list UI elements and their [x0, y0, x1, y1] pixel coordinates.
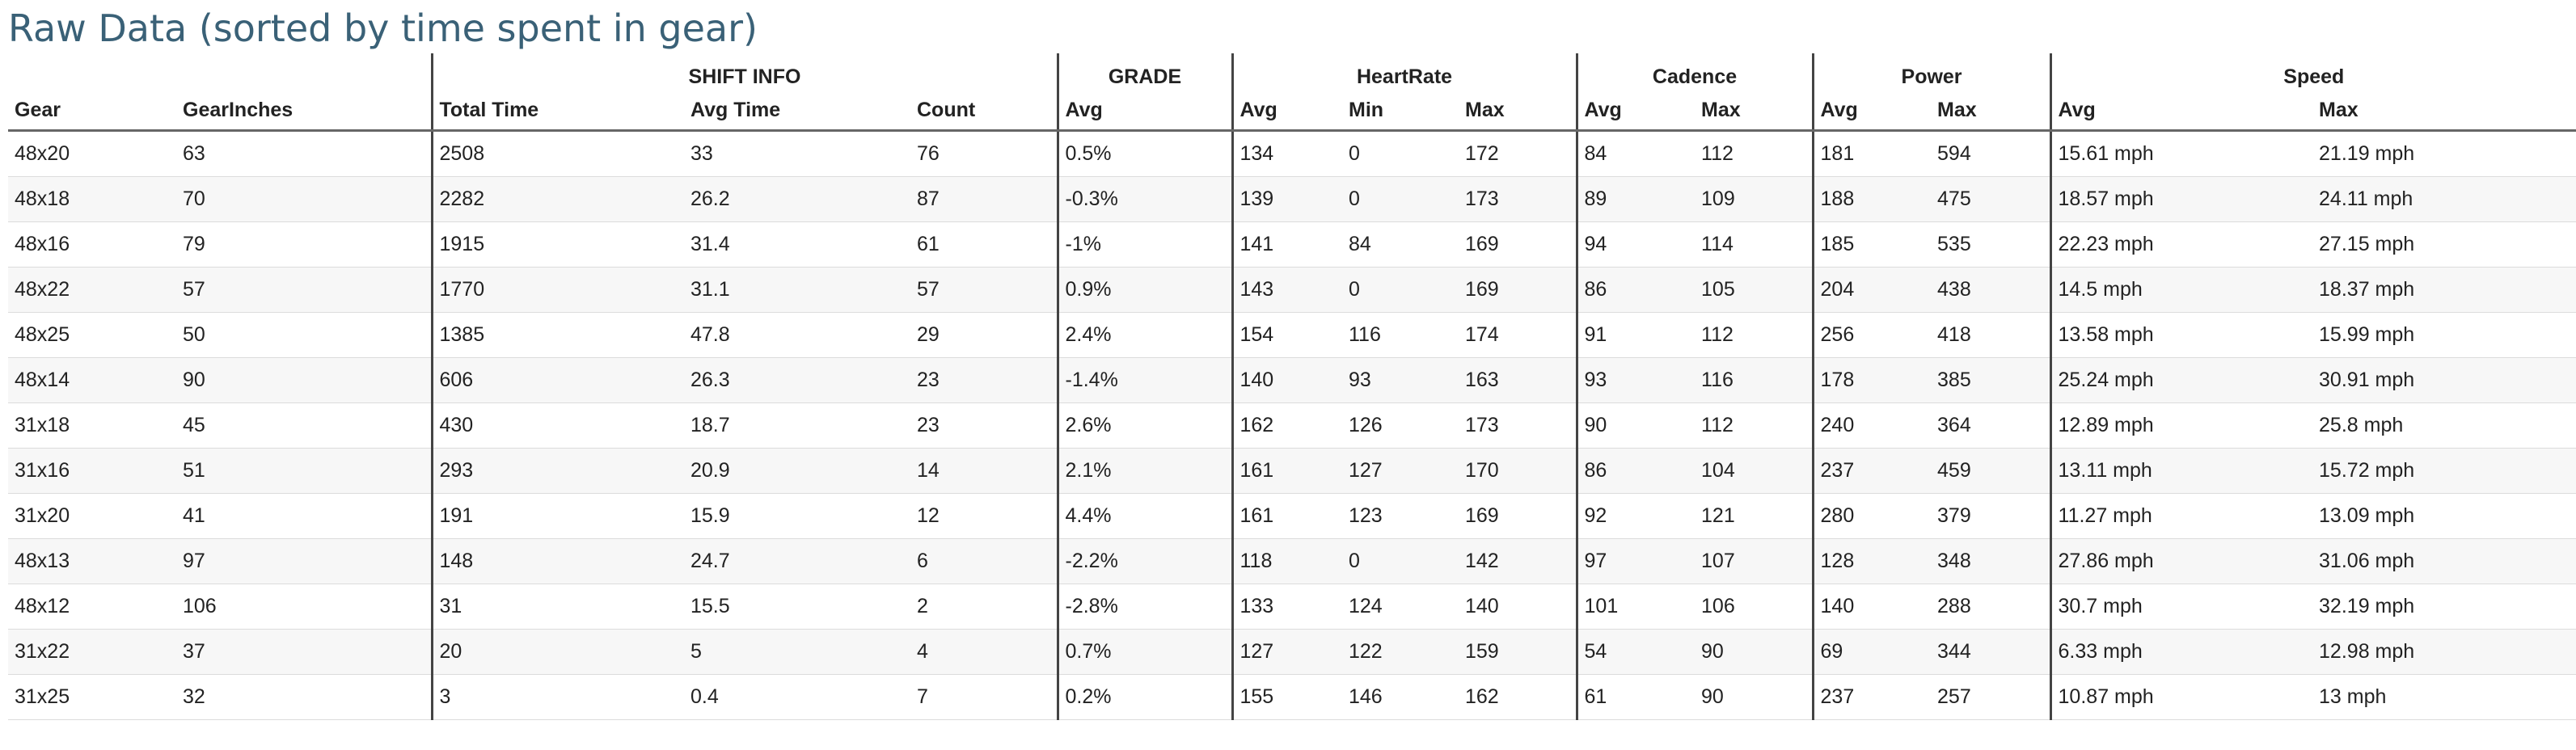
column-header-heartrate-min: Min	[1342, 91, 1459, 131]
page-title: Raw Data (sorted by time spent in gear)	[8, 6, 758, 50]
cell-cadence-max: 105	[1695, 268, 1813, 313]
group-header-cadence: Cadence	[1577, 53, 1813, 91]
cell-total-time: 1915	[432, 222, 684, 268]
cell-count: 76	[910, 131, 1058, 177]
cell-heartrate-max: 173	[1459, 177, 1577, 222]
cell-count: 4	[910, 630, 1058, 675]
raw-data-table	[8, 53, 2576, 720]
cell-grade-avg: -1%	[1058, 222, 1232, 268]
cell-grade-avg: 0.7%	[1058, 630, 1232, 675]
cell-total-time: 1770	[432, 268, 684, 313]
cell-heartrate-avg: 133	[1232, 584, 1342, 630]
cell-gear-inches: 57	[176, 268, 432, 313]
cell-heartrate-min: 122	[1342, 630, 1459, 675]
cell-gear: 31x18	[8, 403, 176, 449]
cell-cadence-max: 104	[1695, 449, 1813, 494]
cell-avg-time: 20.9	[684, 449, 910, 494]
table-row	[8, 313, 2576, 358]
cell-speed-avg: 12.89 mph	[2050, 403, 2312, 449]
cell-speed-avg: 25.24 mph	[2050, 358, 2312, 403]
cell-heartrate-max: 174	[1459, 313, 1577, 358]
table-row	[8, 358, 2576, 403]
cell-heartrate-max: 163	[1459, 358, 1577, 403]
cell-cadence-avg: 90	[1577, 403, 1695, 449]
cell-power-avg: 69	[1813, 630, 1931, 675]
cell-power-avg: 185	[1813, 222, 1931, 268]
cell-speed-avg: 11.27 mph	[2050, 494, 2312, 539]
cell-total-time: 31	[432, 584, 684, 630]
cell-gear-inches: 79	[176, 222, 432, 268]
cell-heartrate-max: 142	[1459, 539, 1577, 584]
cell-power-avg: 188	[1813, 177, 1931, 222]
cell-gear: 48x22	[8, 268, 176, 313]
cell-total-time: 148	[432, 539, 684, 584]
table-row	[8, 675, 2576, 720]
column-header-grade-avg: Avg	[1058, 91, 1232, 131]
cell-count: 23	[910, 358, 1058, 403]
cell-cadence-max: 107	[1695, 539, 1813, 584]
cell-heartrate-max: 162	[1459, 675, 1577, 720]
cell-total-time: 191	[432, 494, 684, 539]
cell-grade-avg: -1.4%	[1058, 358, 1232, 403]
cell-total-time: 606	[432, 358, 684, 403]
cell-cadence-avg: 86	[1577, 449, 1695, 494]
cell-cadence-avg: 92	[1577, 494, 1695, 539]
cell-avg-time: 0.4	[684, 675, 910, 720]
cell-heartrate-min: 0	[1342, 177, 1459, 222]
cell-power-max: 344	[1931, 630, 2050, 675]
cell-heartrate-avg: 155	[1232, 675, 1342, 720]
cell-speed-max: 13 mph	[2312, 675, 2576, 720]
cell-cadence-max: 112	[1695, 313, 1813, 358]
table-row	[8, 630, 2576, 675]
cell-grade-avg: 0.9%	[1058, 268, 1232, 313]
cell-power-avg: 280	[1813, 494, 1931, 539]
cell-power-max: 288	[1931, 584, 2050, 630]
cell-speed-avg: 6.33 mph	[2050, 630, 2312, 675]
cell-avg-time: 15.9	[684, 494, 910, 539]
column-header-count: Count	[910, 91, 1058, 131]
cell-count: 61	[910, 222, 1058, 268]
cell-total-time: 2508	[432, 131, 684, 177]
cell-gear-inches: 37	[176, 630, 432, 675]
column-header-gear-inches: GearInches	[176, 91, 432, 131]
cell-total-time: 20	[432, 630, 684, 675]
cell-grade-avg: 0.5%	[1058, 131, 1232, 177]
cell-heartrate-min: 124	[1342, 584, 1459, 630]
cell-heartrate-min: 127	[1342, 449, 1459, 494]
group-header-power: Power	[1813, 53, 2050, 91]
cell-count: 7	[910, 675, 1058, 720]
cell-heartrate-max: 169	[1459, 222, 1577, 268]
cell-gear: 48x20	[8, 131, 176, 177]
table-row	[8, 449, 2576, 494]
cell-power-avg: 140	[1813, 584, 1931, 630]
column-header-heartrate-max: Max	[1459, 91, 1577, 131]
cell-heartrate-min: 0	[1342, 131, 1459, 177]
cell-gear-inches: 63	[176, 131, 432, 177]
group-header-row	[8, 53, 2576, 91]
cell-power-max: 257	[1931, 675, 2050, 720]
cell-gear-inches: 97	[176, 539, 432, 584]
cell-heartrate-avg: 141	[1232, 222, 1342, 268]
cell-heartrate-avg: 140	[1232, 358, 1342, 403]
cell-avg-time: 5	[684, 630, 910, 675]
group-header-shift-info: SHIFT INFO	[432, 53, 1058, 91]
cell-speed-max: 15.99 mph	[2312, 313, 2576, 358]
cell-power-max: 438	[1931, 268, 2050, 313]
cell-gear: 48x18	[8, 177, 176, 222]
cell-gear: 48x13	[8, 539, 176, 584]
cell-cadence-avg: 93	[1577, 358, 1695, 403]
table-row	[8, 494, 2576, 539]
cell-grade-avg: 2.4%	[1058, 313, 1232, 358]
cell-power-avg: 204	[1813, 268, 1931, 313]
column-header-power-max: Max	[1931, 91, 2050, 131]
cell-avg-time: 26.3	[684, 358, 910, 403]
cell-power-avg: 240	[1813, 403, 1931, 449]
cell-heartrate-max: 140	[1459, 584, 1577, 630]
cell-speed-max: 27.15 mph	[2312, 222, 2576, 268]
cell-gear: 31x16	[8, 449, 176, 494]
cell-total-time: 3	[432, 675, 684, 720]
cell-avg-time: 18.7	[684, 403, 910, 449]
column-header-cadence-avg: Avg	[1577, 91, 1695, 131]
cell-heartrate-avg: 154	[1232, 313, 1342, 358]
cell-power-avg: 237	[1813, 449, 1931, 494]
cell-grade-avg: 2.1%	[1058, 449, 1232, 494]
cell-total-time: 1385	[432, 313, 684, 358]
cell-heartrate-min: 0	[1342, 539, 1459, 584]
cell-power-avg: 128	[1813, 539, 1931, 584]
cell-heartrate-max: 169	[1459, 494, 1577, 539]
cell-speed-max: 12.98 mph	[2312, 630, 2576, 675]
column-header-power-avg: Avg	[1813, 91, 1931, 131]
column-header-speed-avg: Avg	[2050, 91, 2312, 131]
column-header-total-time: Total Time	[432, 91, 684, 131]
cell-speed-avg: 13.58 mph	[2050, 313, 2312, 358]
cell-avg-time: 31.4	[684, 222, 910, 268]
cell-power-max: 385	[1931, 358, 2050, 403]
cell-speed-max: 21.19 mph	[2312, 131, 2576, 177]
cell-speed-avg: 15.61 mph	[2050, 131, 2312, 177]
cell-power-max: 459	[1931, 449, 2050, 494]
cell-cadence-max: 112	[1695, 131, 1813, 177]
cell-heartrate-avg: 134	[1232, 131, 1342, 177]
cell-heartrate-max: 173	[1459, 403, 1577, 449]
cell-speed-max: 31.06 mph	[2312, 539, 2576, 584]
cell-speed-avg: 22.23 mph	[2050, 222, 2312, 268]
cell-avg-time: 26.2	[684, 177, 910, 222]
cell-grade-avg: 2.6%	[1058, 403, 1232, 449]
cell-cadence-max: 112	[1695, 403, 1813, 449]
cell-cadence-avg: 61	[1577, 675, 1695, 720]
cell-speed-avg: 27.86 mph	[2050, 539, 2312, 584]
cell-cadence-max: 121	[1695, 494, 1813, 539]
cell-avg-time: 24.7	[684, 539, 910, 584]
group-header-grade: GRADE	[1058, 53, 1232, 91]
cell-power-avg: 181	[1813, 131, 1931, 177]
cell-count: 23	[910, 403, 1058, 449]
cell-power-max: 475	[1931, 177, 2050, 222]
group-header-speed: Speed	[2050, 53, 2576, 91]
cell-cadence-avg: 86	[1577, 268, 1695, 313]
cell-heartrate-max: 159	[1459, 630, 1577, 675]
table-row	[8, 222, 2576, 268]
cell-count: 87	[910, 177, 1058, 222]
column-header-gear: Gear	[8, 91, 176, 131]
cell-speed-avg: 30.7 mph	[2050, 584, 2312, 630]
cell-power-avg: 237	[1813, 675, 1931, 720]
cell-speed-max: 32.19 mph	[2312, 584, 2576, 630]
cell-power-max: 348	[1931, 539, 2050, 584]
cell-heartrate-min: 126	[1342, 403, 1459, 449]
cell-count: 29	[910, 313, 1058, 358]
table-row	[8, 539, 2576, 584]
cell-gear-inches: 51	[176, 449, 432, 494]
cell-heartrate-min: 0	[1342, 268, 1459, 313]
cell-gear-inches: 32	[176, 675, 432, 720]
cell-cadence-max: 116	[1695, 358, 1813, 403]
cell-cadence-avg: 84	[1577, 131, 1695, 177]
cell-cadence-avg: 91	[1577, 313, 1695, 358]
cell-grade-avg: 0.2%	[1058, 675, 1232, 720]
column-header-avg-time: Avg Time	[684, 91, 910, 131]
cell-cadence-avg: 54	[1577, 630, 1695, 675]
cell-count: 6	[910, 539, 1058, 584]
cell-power-max: 594	[1931, 131, 2050, 177]
column-header-speed-max: Max	[2312, 91, 2576, 131]
cell-heartrate-avg: 118	[1232, 539, 1342, 584]
group-header-empty	[8, 53, 432, 91]
cell-gear-inches: 50	[176, 313, 432, 358]
cell-cadence-max: 114	[1695, 222, 1813, 268]
column-header-row	[8, 91, 2576, 131]
cell-speed-max: 18.37 mph	[2312, 268, 2576, 313]
cell-power-max: 418	[1931, 313, 2050, 358]
cell-heartrate-avg: 161	[1232, 494, 1342, 539]
table-row	[8, 403, 2576, 449]
cell-speed-avg: 18.57 mph	[2050, 177, 2312, 222]
cell-speed-max: 24.11 mph	[2312, 177, 2576, 222]
cell-gear-inches: 90	[176, 358, 432, 403]
cell-gear-inches: 70	[176, 177, 432, 222]
cell-heartrate-min: 123	[1342, 494, 1459, 539]
cell-total-time: 2282	[432, 177, 684, 222]
cell-total-time: 293	[432, 449, 684, 494]
cell-cadence-max: 106	[1695, 584, 1813, 630]
cell-speed-max: 30.91 mph	[2312, 358, 2576, 403]
cell-speed-max: 13.09 mph	[2312, 494, 2576, 539]
cell-speed-max: 25.8 mph	[2312, 403, 2576, 449]
cell-power-max: 379	[1931, 494, 2050, 539]
cell-gear-inches: 41	[176, 494, 432, 539]
cell-cadence-avg: 97	[1577, 539, 1695, 584]
table-body	[8, 131, 2576, 720]
cell-heartrate-min: 146	[1342, 675, 1459, 720]
cell-gear: 48x25	[8, 313, 176, 358]
cell-grade-avg: -2.2%	[1058, 539, 1232, 584]
cell-count: 12	[910, 494, 1058, 539]
cell-avg-time: 31.1	[684, 268, 910, 313]
cell-heartrate-avg: 127	[1232, 630, 1342, 675]
cell-cadence-max: 109	[1695, 177, 1813, 222]
cell-avg-time: 15.5	[684, 584, 910, 630]
cell-avg-time: 33	[684, 131, 910, 177]
cell-speed-avg: 14.5 mph	[2050, 268, 2312, 313]
cell-grade-avg: -0.3%	[1058, 177, 1232, 222]
cell-cadence-avg: 94	[1577, 222, 1695, 268]
cell-cadence-max: 90	[1695, 675, 1813, 720]
cell-power-avg: 256	[1813, 313, 1931, 358]
cell-grade-avg: 4.4%	[1058, 494, 1232, 539]
cell-gear: 31x20	[8, 494, 176, 539]
cell-heartrate-max: 172	[1459, 131, 1577, 177]
cell-gear: 48x16	[8, 222, 176, 268]
cell-heartrate-avg: 162	[1232, 403, 1342, 449]
column-header-cadence-max: Max	[1695, 91, 1813, 131]
table-row	[8, 177, 2576, 222]
cell-count: 57	[910, 268, 1058, 313]
cell-avg-time: 47.8	[684, 313, 910, 358]
cell-speed-avg: 13.11 mph	[2050, 449, 2312, 494]
cell-power-max: 364	[1931, 403, 2050, 449]
table-row	[8, 268, 2576, 313]
cell-speed-avg: 10.87 mph	[2050, 675, 2312, 720]
cell-cadence-avg: 89	[1577, 177, 1695, 222]
cell-power-max: 535	[1931, 222, 2050, 268]
cell-heartrate-min: 93	[1342, 358, 1459, 403]
cell-gear: 31x22	[8, 630, 176, 675]
cell-grade-avg: -2.8%	[1058, 584, 1232, 630]
cell-total-time: 430	[432, 403, 684, 449]
cell-gear-inches: 45	[176, 403, 432, 449]
cell-count: 14	[910, 449, 1058, 494]
cell-heartrate-min: 116	[1342, 313, 1459, 358]
cell-heartrate-min: 84	[1342, 222, 1459, 268]
cell-heartrate-avg: 161	[1232, 449, 1342, 494]
group-header-heartrate: HeartRate	[1232, 53, 1577, 91]
cell-heartrate-avg: 143	[1232, 268, 1342, 313]
cell-gear: 48x12	[8, 584, 176, 630]
cell-cadence-avg: 101	[1577, 584, 1695, 630]
cell-gear: 31x25	[8, 675, 176, 720]
cell-heartrate-max: 170	[1459, 449, 1577, 494]
table-row	[8, 131, 2576, 177]
cell-speed-max: 15.72 mph	[2312, 449, 2576, 494]
cell-count: 2	[910, 584, 1058, 630]
column-header-heartrate-avg: Avg	[1232, 91, 1342, 131]
cell-gear-inches: 106	[176, 584, 432, 630]
cell-cadence-max: 90	[1695, 630, 1813, 675]
cell-heartrate-avg: 139	[1232, 177, 1342, 222]
cell-gear: 48x14	[8, 358, 176, 403]
table-row	[8, 584, 2576, 630]
cell-heartrate-max: 169	[1459, 268, 1577, 313]
cell-power-avg: 178	[1813, 358, 1931, 403]
